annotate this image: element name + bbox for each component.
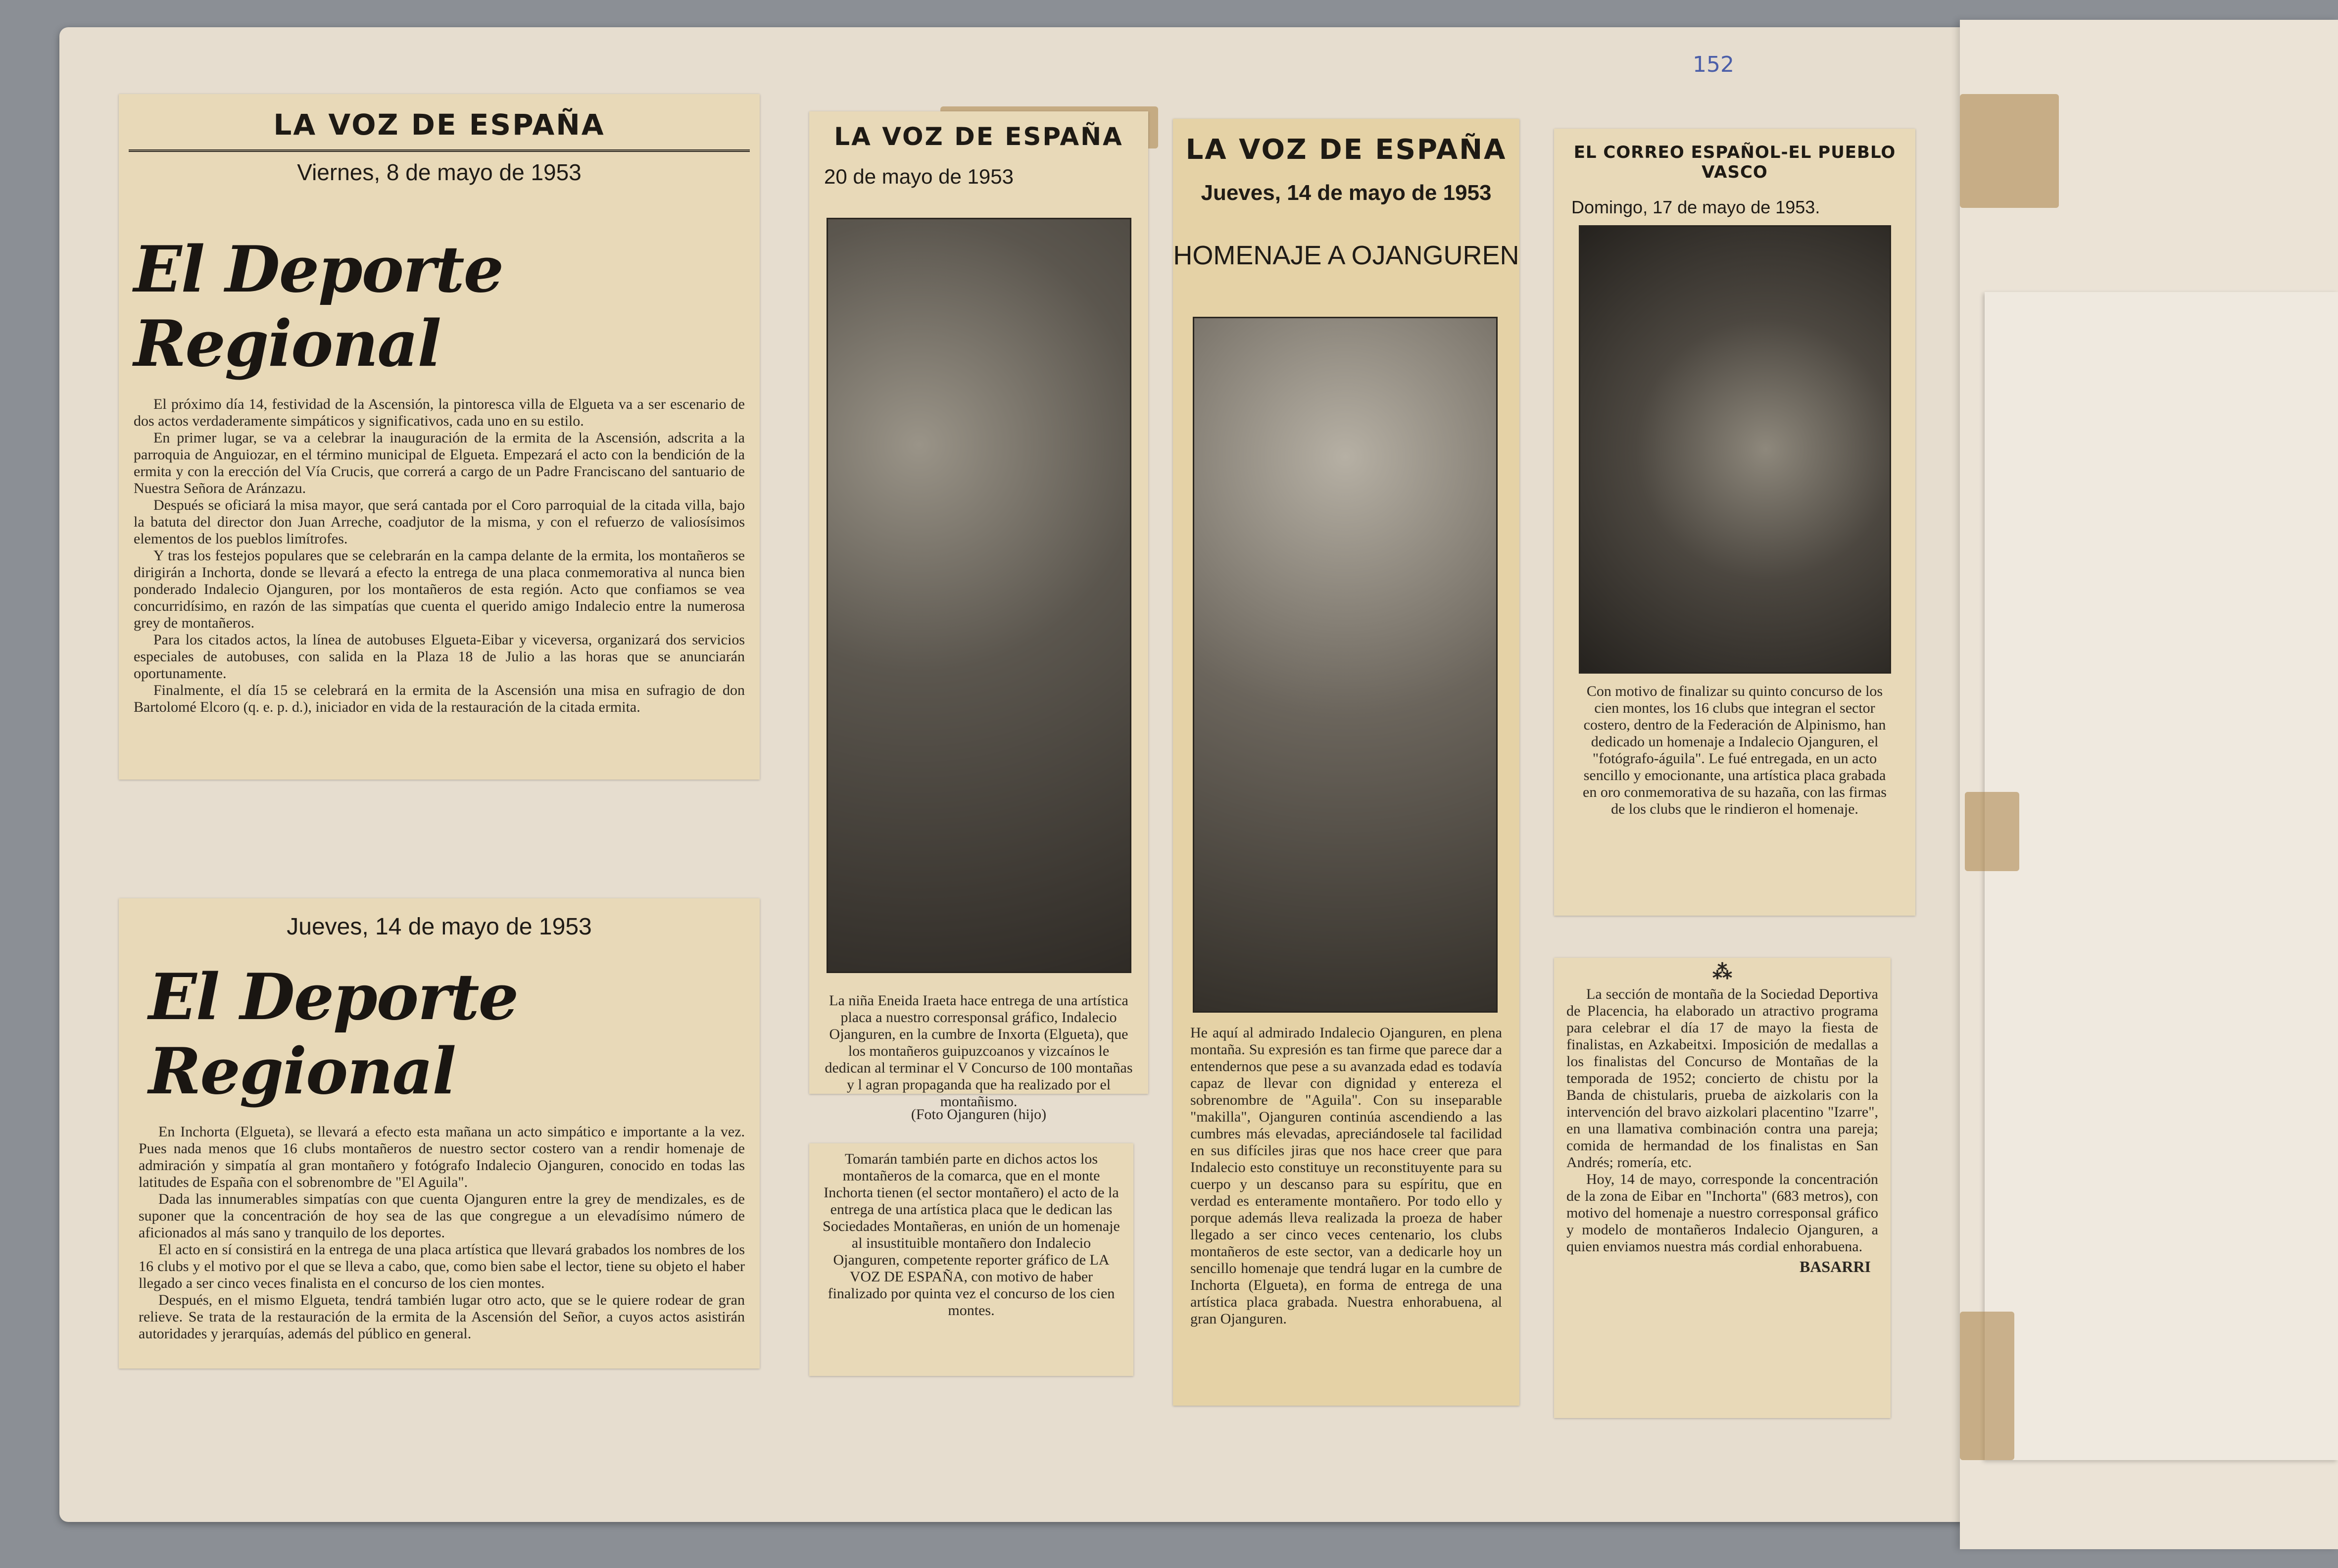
article-body: Tomarán también parte en dichos actos los montañeros de la comarca, que en el monte Inchorta tienen (el sector montañero) el acto de la entrega de una artística placa que le dedican las Sociedades Montañeras, en unión de un homenaje al insustituible montañero don Indalecio Ojanguren, competente reporter gráfico de LA VOZ DE ESPAÑA, con motivo de haber finalizado por quinta vez el concurso de los cien montes. [823,1151,1120,1319]
paragraph: En primer lugar, se va a celebrar la inauguración de la ermita de la Ascensión, adscrita a la parroquia de Anguiozar, en el término municipal de Elgueta. Empezará el acto con la bendición de la ermita y con la erección del Vía Crucis, que correrá a cargo de un Padre Franciscano del santuario de Nuestra Señora de Aránzazu. [134,430,745,496]
typed-sheet [1985,292,2338,1460]
divider [129,149,750,152]
masthead: LA VOZ DE ESPAÑA [1185,134,1507,166]
paragraph: En Inchorta (Elgueta), se llevará a efecto esta mañana un acto simpático e importante a la vez. Pues nada menos que 16 clubs montañeros de nuestro sector costero van a rendir homenaje de admiración y simpatía al gran montañero y fotógrafo Indalecio Ojanguren, conocido en todas las latitudes de España con el sobrenombre de "El Aguila". [139,1124,745,1190]
photo-caption: Con motivo de finalizar su quinto concurso de los cien montes, los 16 clubs que integran el sector costero, dentro de la Federación de Alpinismo, han dedicado un homenaje a Indalecio Ojanguren, el "fotógrafo-águila". Le fué entregada, en un acto sencillo y emocionante, una artística placa grabada en oro conmemorativa de su hazaña, con las firmas de los clubs que le rindieron el homenaje. [1583,683,1887,817]
dateline: Domingo, 17 de mayo de 1953. [1571,197,1820,217]
clipping-3 [809,111,1148,1123]
paragraph: Hoy, 14 de mayo, corresponde la concentración de la zona de Eibar en "Inchorta" (683 metros), con motivo del homenaje a nuestro corresponsal gráfico y modelo de montañeros Indalecio Ojanguren, a quien enviamos nuestra más cordial enhorabuena. [1566,1171,1878,1255]
ornament: ⁂ [1712,961,1732,983]
article-body [139,1124,745,1342]
headline: El Deporte Regional [134,233,503,381]
clipping-7 [1554,958,1891,1418]
tape-strip [1960,94,2059,208]
clipping-2 [119,898,760,1369]
dateline: Jueves, 14 de mayo de 1953 [287,914,592,940]
dateline: Jueves, 14 de mayo de 1953 [1201,181,1492,205]
headline: El Deporte Regional [148,960,518,1109]
clipping-1 [119,94,760,780]
clipping-5 [1173,119,1519,1406]
masthead: LA VOZ DE ESPAÑA [834,122,1123,151]
paragraph: Después se oficiará la misa mayor, que será cantada por el Coro parroquial de la citada villa, bajo la batuta del director don Juan Arreche, coadjutor de la misma, y con el refuerzo de valiosísimos elementos de los pueblos limítrofes. [134,497,745,547]
paragraph: La sección de montaña de la Sociedad Deportiva de Placencia, ha elaborado un atractivo programa para celebrar el día 17 de mayo la fiesta de finalistas, en Azkabeitxi. Imposición de medallas a los finalistas del Concurso de Montañas de la temporada de 1952; concierto de chistu por la Banda de chistularis, prueba de aizkolaris con la intervención del bravo aizkolari placentino "Izarre", en una llamativa combinación contra una pareja; comida de hermandad de los finalistas en San Andrés; romería, etc. [1566,986,1878,1171]
paragraph: Y tras los festejos populares que se celebrarán en la campa delante de la ermita, los montañeros se dirigirán a Inchorta, donde se llevará a efecto la entrega de una placa conmemorativa al nunca bien ponderado Indalecio Ojanguren, por los montañeros de esta región. Acto que confiamos se vea concurridísimo, en razón de las simpatías que cuenta el querido amigo Indalecio entre la numerosa grey de montañeros. [134,547,745,631]
signature: BASARRI [1799,1258,1871,1275]
dateline: Viernes, 8 de mayo de 1953 [297,159,582,185]
paragraph: Finalmente, el día 15 se celebrará en la ermita de la Ascensión una misa en sufragio de don Bartolomé Elcoro (q. e. p. d.), iniciador en vida de la restauración de la citada ermita. [134,682,745,715]
paragraph: El acto en sí consistirá en la entrega de una placa artística que llevará grabados los nombres de los 16 clubs y el motivo por el que se lleva a cabo, que, como bien sabe el lector, tiene su objeto el haber llegado a ser cinco veces finalista en el concurso de los cien montes. [139,1241,745,1291]
paragraph: Después, en el mismo Elgueta, tendrá también lugar otro acto, que se le quiere rodear de gran relieve. Se trata de la restauración de la ermita de la Ascensión del Señor, a cuyos actos asistirán autoridades y jerarquías, además del público en general. [139,1292,745,1342]
paragraph: El próximo día 14, festividad de la Ascensión, la pintoresca villa de Elgueta va a ser escenario de dos actos verdaderamente simpáticos y significativos, cada uno en su estilo. [134,396,745,429]
paragraph: Dada las innumerables simpatías con que cuenta Ojanguren entre la grey de mendizales, es de suponer que la concentración de hoy sea de las que congregue a un elevadísimo número de aficionados al más sano y tranquilo de los deportes. [139,1191,745,1241]
photo-caption: He aquí al admirado Indalecio Ojanguren, en plena montaña. Su expresión es tan firme que parece dar a entendernos que pese a su avanzada edad es todavía capaz de llevar con dignidad y entereza el sobrenombre de "Aguila". Con su inseparable "makilla", Ojanguren continúa ascendiendo a las cumbres más elevadas, apreciándosele tal facilidad en sus difíciles jiras que nos hace creer que para Indalecio esto constituye un reconstituyente para su cuerpo y un descanso para su espíritu, que en verdad es enteramente montañero. Por todo ello y porque además lleva realizada la proeza de haber llegado a ser cinco veces centenario, los clubs montañeros de este sector, van a dedicarle hoy un sencillo homenaje que tendrá lugar en la cumbre de Inchorta (Elgueta), en forma de entrega de una artística placa grabada. Nuestra enhorabuena, al gran Ojanguren. [1190,1025,1502,1327]
paragraph: Para los citados actos, la línea de autobuses Elgueta-Eibar y viceversa, organizará dos servicios especiales de autobuses, con salida en la Plaza 18 de Julio a las horas que se anunciarán oportunamente. [134,632,745,682]
clipping-6 [1554,129,1915,916]
clipping-4 [809,1143,1133,1376]
masthead: EL CORREO ESPAÑOL-EL PUEBLO VASCO [1573,143,1896,182]
newspaper-photo [1579,225,1891,674]
newspaper-photo [1193,317,1498,1013]
dateline: 20 de mayo de 1953 [824,165,1014,188]
article-body [134,396,745,716]
tape-strip [1965,792,2019,871]
newspaper-photo [827,218,1131,973]
photo-credit: (Foto Ojanguren (hijo) [911,1106,1047,1123]
masthead: LA VOZ DE ESPAÑA [273,108,605,142]
tape-strip [1960,1312,2014,1460]
article-body [1566,986,1878,1255]
photo-caption: La niña Eneida Iraeta hace entrega de una artística placa a nuestro corresponsal gráfico, Indalecio Ojanguren, en la cumbre de Inxorta (Elgueta), que los montañeros guipuzcoanos y vizcaínos le dedican al terminar el V Concurso de 100 montañas y l agran propaganda que ha realizado por el montañismo. [825,992,1133,1110]
page-number: 152 [1693,52,1734,77]
headline: HOMENAJE A OJANGUREN [1173,241,1519,270]
